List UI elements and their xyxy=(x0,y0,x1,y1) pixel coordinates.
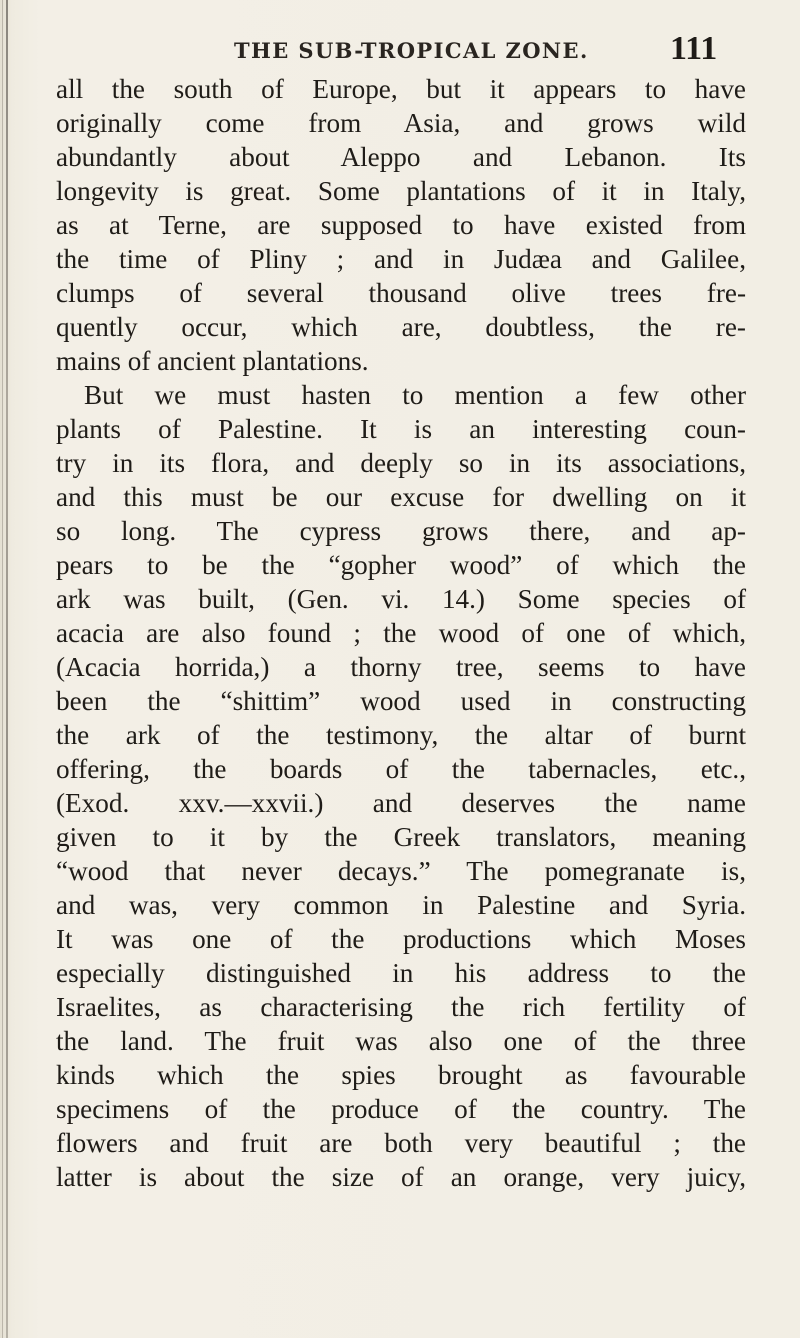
text-line: all the south of Europe, but it appears to have xyxy=(56,74,746,104)
binding-edge xyxy=(2,0,3,1338)
text-line: ark was built, (Gen. vi. 14.) Some species of xyxy=(56,584,746,614)
text-line: But we must hasten to mention a few other xyxy=(84,380,746,410)
text-line: been the “shittim” wood used in constructing xyxy=(56,686,746,716)
text-line: so long. The cypress grows there, and ap- xyxy=(56,516,746,546)
text-line: the ark of the testimony, the altar of burnt xyxy=(56,720,746,750)
text-line: abundantly about Aleppo and Lebanon. Its xyxy=(56,142,746,172)
text-line: mains of ancient plantations. xyxy=(56,346,369,376)
text-line: plants of Palestine. It is an interesting coun- xyxy=(56,414,746,444)
text-line: try in its flora, and deeply so in its associations, xyxy=(56,448,746,478)
text-line: and was, very common in Palestine and Syria. xyxy=(56,890,746,920)
text-line: (Acacia horrida,) a thorny tree, seems to have xyxy=(56,652,746,682)
text-line: especially distinguished in his address to the xyxy=(56,958,746,988)
text-line: as at Terne, are supposed to have existed from xyxy=(56,210,746,240)
text-line: kinds which the spies brought as favourable xyxy=(56,1060,746,1090)
text-line: “wood that never decays.” The pomegranate is, xyxy=(56,856,746,886)
text-line: specimens of the produce of the country. The xyxy=(56,1094,746,1124)
text-line: (Exod. xxv.—xxvii.) and deserves the name xyxy=(56,788,746,818)
text-line: originally come from Asia, and grows wild xyxy=(56,108,746,138)
page-number: 111 xyxy=(670,30,718,67)
text-line: It was one of the productions which Moses xyxy=(56,924,746,954)
text-line: quently occur, which are, doubtless, the re- xyxy=(56,312,746,342)
text-line: clumps of several thousand olive trees fre- xyxy=(56,278,746,308)
text-line: longevity is great. Some plantations of it in Italy, xyxy=(56,176,746,206)
body-text xyxy=(56,72,746,1194)
text-line: pears to be the “gopher wood” of which the xyxy=(56,550,746,580)
text-line: given to it by the Greek translators, meaning xyxy=(56,822,746,852)
running-title: THE SUB-TROPICAL ZONE. xyxy=(234,38,589,63)
text-line: the time of Pliny ; and in Judæa and Galilee, xyxy=(56,244,746,274)
text-line: flowers and fruit are both very beautiful ; the xyxy=(56,1128,746,1158)
text-line: latter is about the size of an orange, very juicy, xyxy=(56,1162,746,1192)
binding-shadow xyxy=(6,0,8,1338)
text-line: offering, the boards of the tabernacles, etc., xyxy=(56,754,746,784)
text-line: acacia are also found ; the wood of one of which, xyxy=(56,618,746,648)
text-line: Israelites, as characterising the rich fertility of xyxy=(56,992,746,1022)
text-line: and this must be our excuse for dwelling on it xyxy=(56,482,746,512)
text-line: the land. The fruit was also one of the three xyxy=(56,1026,746,1056)
